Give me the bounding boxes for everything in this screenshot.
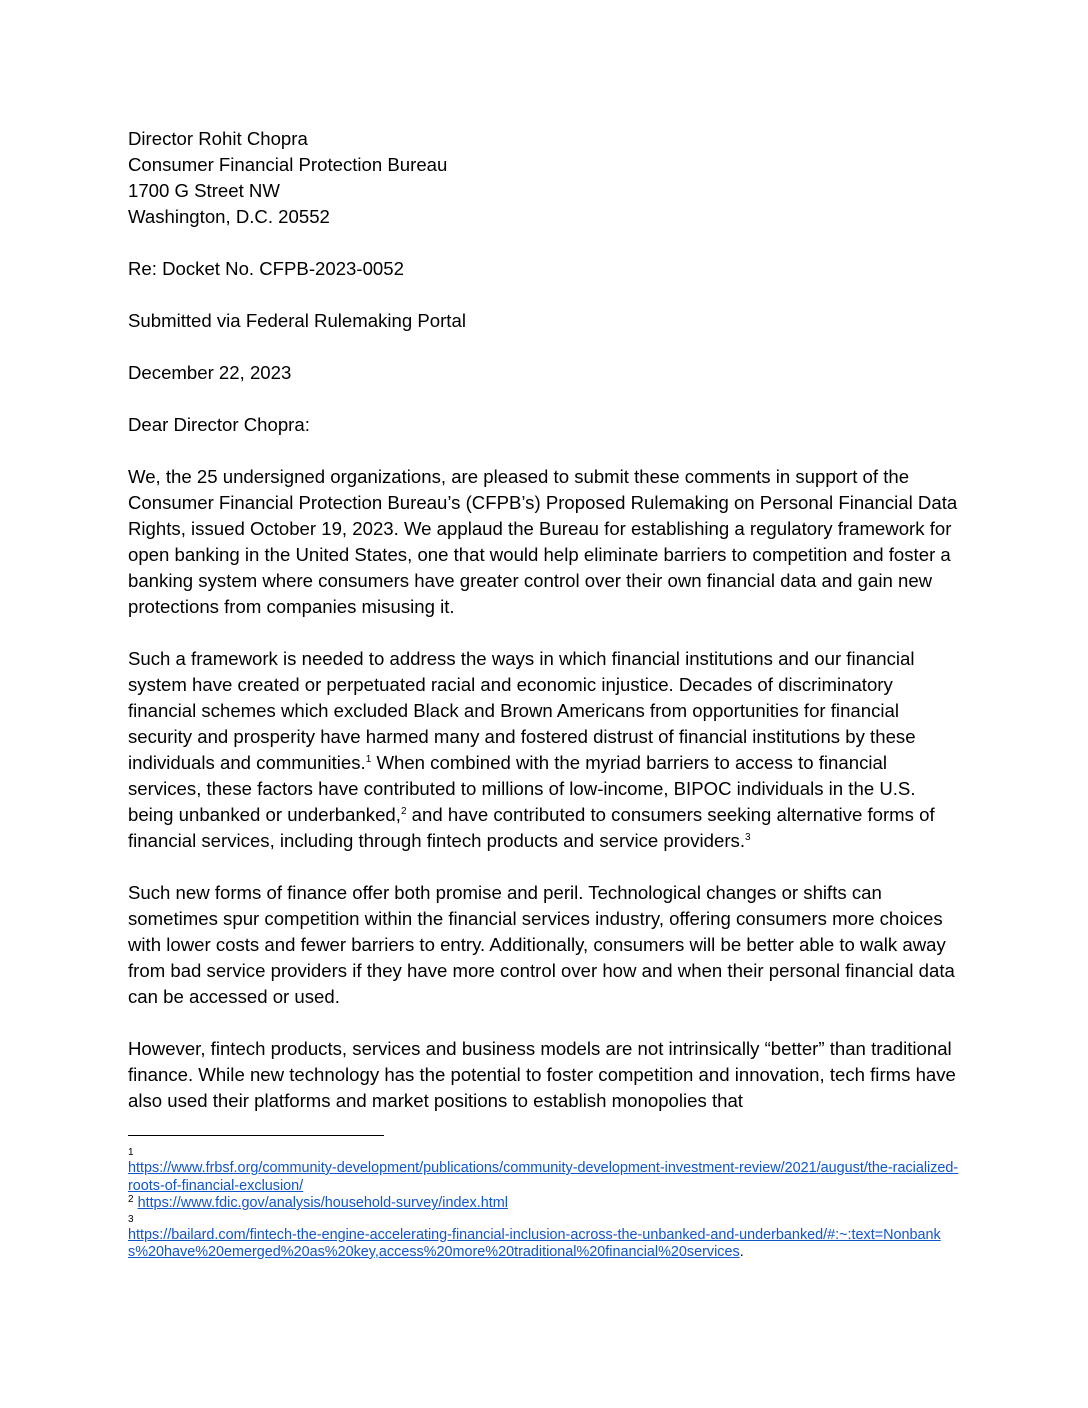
submission-note: Submitted via Federal Rulemaking Portal [128,310,466,331]
body-paragraph-2 [128,646,960,854]
recipient-organization: Consumer Financial Protection Bureau [128,154,448,175]
footnotes-section [128,1135,960,1262]
recipient-address [128,126,960,230]
recipient-name: Director Rohit Chopra [128,128,308,149]
letter-date: December 22, 2023 [128,362,292,383]
footnote-1-link[interactable]: https://www.frbsf.org/community-development/publications/community-development-investment-review/2021/august/the-racialized-roots-of-financial-exclusion/ [128,1160,959,1194]
footnote-number: 2 [128,1194,134,1205]
footnote-number: 1 [128,1147,134,1158]
letter-body [128,126,960,1140]
footnote-3-trailing-period: . [739,1244,744,1260]
body-paragraph-2-text-a: Such a framework is needed to address the ways in which financial institutions and our financial system have created or perpetuated racial and economic injustice. Decades of discriminatory financial schemes which excluded Black and Brown Americans from opportunities for financial security and prosperity have harmed many and fostered distrust of financial institutions by these individuals and communities. [128,648,916,773]
footnote-2 [128,1195,960,1213]
body-paragraph-2-text-b: When combined with the myriad barriers to access to financial services, these factors have contributed to millions of low-income, BIPOC individuals in the U.S. being unbanked or underbanked, [128,752,916,825]
salutation: Dear Director Chopra: [128,414,310,435]
footnote-ref-2: 2 [400,806,407,817]
footnote-ref-1: 1 [365,754,372,765]
footnote-3 [128,1213,960,1262]
body-paragraph-3: Such new forms of finance offer both promise and peril. Technological changes or shifts can sometimes spur competition within the financial services industry, offering consumers more choices with lower costs and fewer barriers to entry. Additionally, consumers will be better able to walk away from bad service providers if they have more control over how and when their personal financial data can be accessed or used. [128,882,955,1007]
footnote-1 [128,1146,960,1195]
body-paragraph-4: However, fintech products, services and business models are not intrinsically “better” than traditional finance. While new technology has the potential to foster competition and innovation, tech firms have also used their platforms and market positions to establish monopolies that [128,1038,956,1111]
footnote-3-link[interactable]: https://bailard.com/fintech-the-engine-accelerating-financial-inclusion-across-the-unbanked-and-underbanked/#:~:text=Nonbanks%20have%20emerged%20as%20key,access%20more%20traditional%20financial%20services [128,1226,941,1260]
body-paragraph-1: We, the 25 undersigned organizations, are pleased to submit these comments in support of the Consumer Financial Protection Bureau’s (CFPB’s) Proposed Rulemaking on Personal Financial Data Rights, issued October 19, 2023. We applaud the Bureau for establishing a regulatory framework for open banking in the United States, one that would help eliminate barriers to competition and foster a banking system where consumers have greater control over their own financial data and gain new protections from companies misusing it. [128,466,958,617]
body-paragraph-2-text-c: and have contributed to consumers seeking alternative forms of financial services, including through fintech products and service providers. [128,804,935,851]
footnote-divider [128,1135,384,1136]
recipient-street: 1700 G Street NW [128,180,280,201]
footnote-ref-3: 3 [745,832,751,843]
footnote-number: 3 [128,1213,134,1225]
recipient-city: Washington, D.C. 20552 [128,206,330,227]
footnote-2-link[interactable]: https://www.fdic.gov/analysis/household-survey/index.html [137,1195,508,1211]
re-line: Re: Docket No. CFPB-2023-0052 [128,258,404,279]
